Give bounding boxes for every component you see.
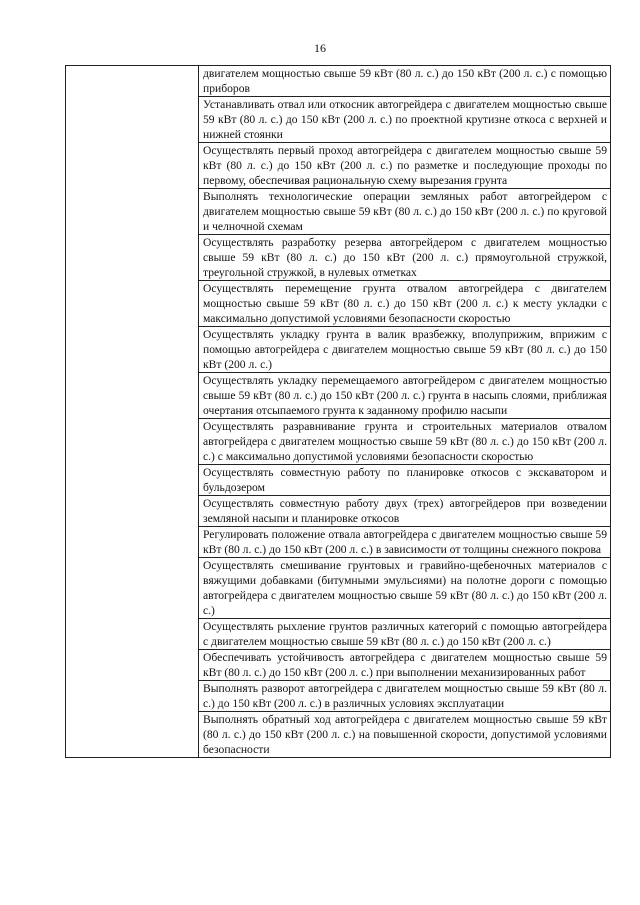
cell-text: двигателем мощностью свыше 59 кВт (80 л. с.) до 150 кВт (200 л. с.) с помощью приборов bbox=[203, 67, 607, 95]
cell-text: Осуществлять укладку грунта в валик вразбежку, вполуприжим, вприжим с помощью автогрейдера с двигателем мощностью свыше 59 кВт (80 л. с.) до 150 кВт (200 л. с.) bbox=[203, 328, 607, 371]
table-cell bbox=[199, 281, 611, 327]
cell-text: Выполнять технологические операции земляных работ автогрейдером с двигателем мощностью свыше 59 кВт (80 л. с.) до 150 кВт (200 л. с.) по круговой и челночной схемам bbox=[203, 190, 607, 233]
cell-text: Осуществлять рыхление грунтов различных категорий с помощью автогрейдера с двигателем мощностью свыше 59 кВт (80 л. с.) до 150 кВт (200 л. с.) bbox=[203, 620, 607, 648]
table-cell bbox=[199, 619, 611, 650]
cell-text: Осуществлять разработку резерва автогрейдером с двигателем мощностью свыше 59 кВт (80 л. с.) до 150 кВт (200 л. с.) прямоугольной стружкой, треугольной стружкой, в нулевых отметках bbox=[203, 236, 607, 279]
table-cell bbox=[199, 235, 611, 281]
table-cell bbox=[199, 558, 611, 619]
table-cell bbox=[199, 681, 611, 712]
labor-actions-table bbox=[65, 65, 611, 758]
table-cell bbox=[199, 97, 611, 143]
cell-text: Регулировать положение отвала автогрейдера с двигателем мощностью свыше 59 кВт (80 л. с.) до 150 кВт (200 л. с.) в зависимости от толщины снежного покрова bbox=[203, 528, 607, 556]
table-left-column bbox=[66, 66, 199, 758]
cell-text: Выполнять разворот автогрейдера с двигателем мощностью свыше 59 кВт (80 л. с.) до 150 кВт (200 л. с.) в различных условиях эксплуатации bbox=[203, 682, 607, 710]
table-cell bbox=[199, 465, 611, 496]
cell-text: Осуществлять совместную работу по планировке откосов с экскаватором и бульдозером bbox=[203, 466, 607, 494]
table-cell bbox=[199, 527, 611, 558]
cell-text: Осуществлять первый проход автогрейдера с двигателем мощностью свыше 59 кВт (80 л. с.) до 150 кВт (200 л. с.) по разметке и последующие проходы по первому, обеспечивая рациональную схему вырезания грунта bbox=[203, 144, 607, 187]
table-row bbox=[66, 66, 611, 97]
table-cell bbox=[199, 143, 611, 189]
cell-text: Выполнять обратный ход автогрейдера с двигателем мощностью свыше 59 кВт (80 л. с.) до 150 кВт (200 л. с.) на повышенной скорости, допустимой условиями безопасности bbox=[203, 713, 607, 756]
table-cell bbox=[199, 66, 611, 97]
table-cell bbox=[199, 327, 611, 373]
cell-text: Осуществлять смешивание грунтовых и гравийно-щебеночных материалов с вяжущими добавками (битумными эмульсиями) на полотне дороги с помощью автогрейдера с двигателем мощностью свыше 59 кВт (80 л. с.) до 150 кВт (200 л. с.) bbox=[203, 559, 607, 617]
cell-text: Обеспечивать устойчивость автогрейдера с двигателем мощностью свыше 59 кВт (80 л. с.) до 150 кВт (200 л. с.) при выполнении механизированных работ bbox=[203, 651, 607, 679]
table-cell bbox=[199, 419, 611, 465]
table-cell bbox=[199, 189, 611, 235]
table-cell bbox=[199, 496, 611, 527]
cell-text: Устанавливать отвал или откосник автогрейдера с двигателем мощностью свыше 59 кВт (80 л. с.) до 150 кВт (200 л. с.) по проектной крутизне откоса с верхней и нижней стоянки bbox=[203, 98, 607, 141]
cell-text: Осуществлять укладку перемещаемого автогрейдером с двигателем мощностью свыше 59 кВт (80 л. с.) до 150 кВт (200 л. с.) грунта в насыпь слоями, приближая очертания отсыпаемого грунта к заданному профилю насыпи bbox=[203, 374, 607, 417]
table-cell bbox=[199, 650, 611, 681]
cell-text: Осуществлять перемещение грунта отвалом автогрейдера с двигателем мощностью свыше 59 кВт (80 л. с.) до 150 кВт (200 л. с.) к месту укладки с максимально допустимой условиями безопасности скоростью bbox=[203, 282, 607, 325]
table-cell bbox=[199, 712, 611, 758]
table-cell bbox=[199, 373, 611, 419]
page-number: 16 bbox=[314, 41, 326, 55]
cell-text: Осуществлять разравнивание грунта и строительных материалов отвалом автогрейдера с двигателем мощностью свыше 59 кВт (80 л. с.) до 150 кВт (200 л. с.) с максимально допустимой условиями безопасности скоростью bbox=[203, 420, 607, 463]
cell-text: Осуществлять совместную работу двух (трех) автогрейдеров при возведении земляной насыпи и планировке откосов bbox=[203, 497, 607, 525]
